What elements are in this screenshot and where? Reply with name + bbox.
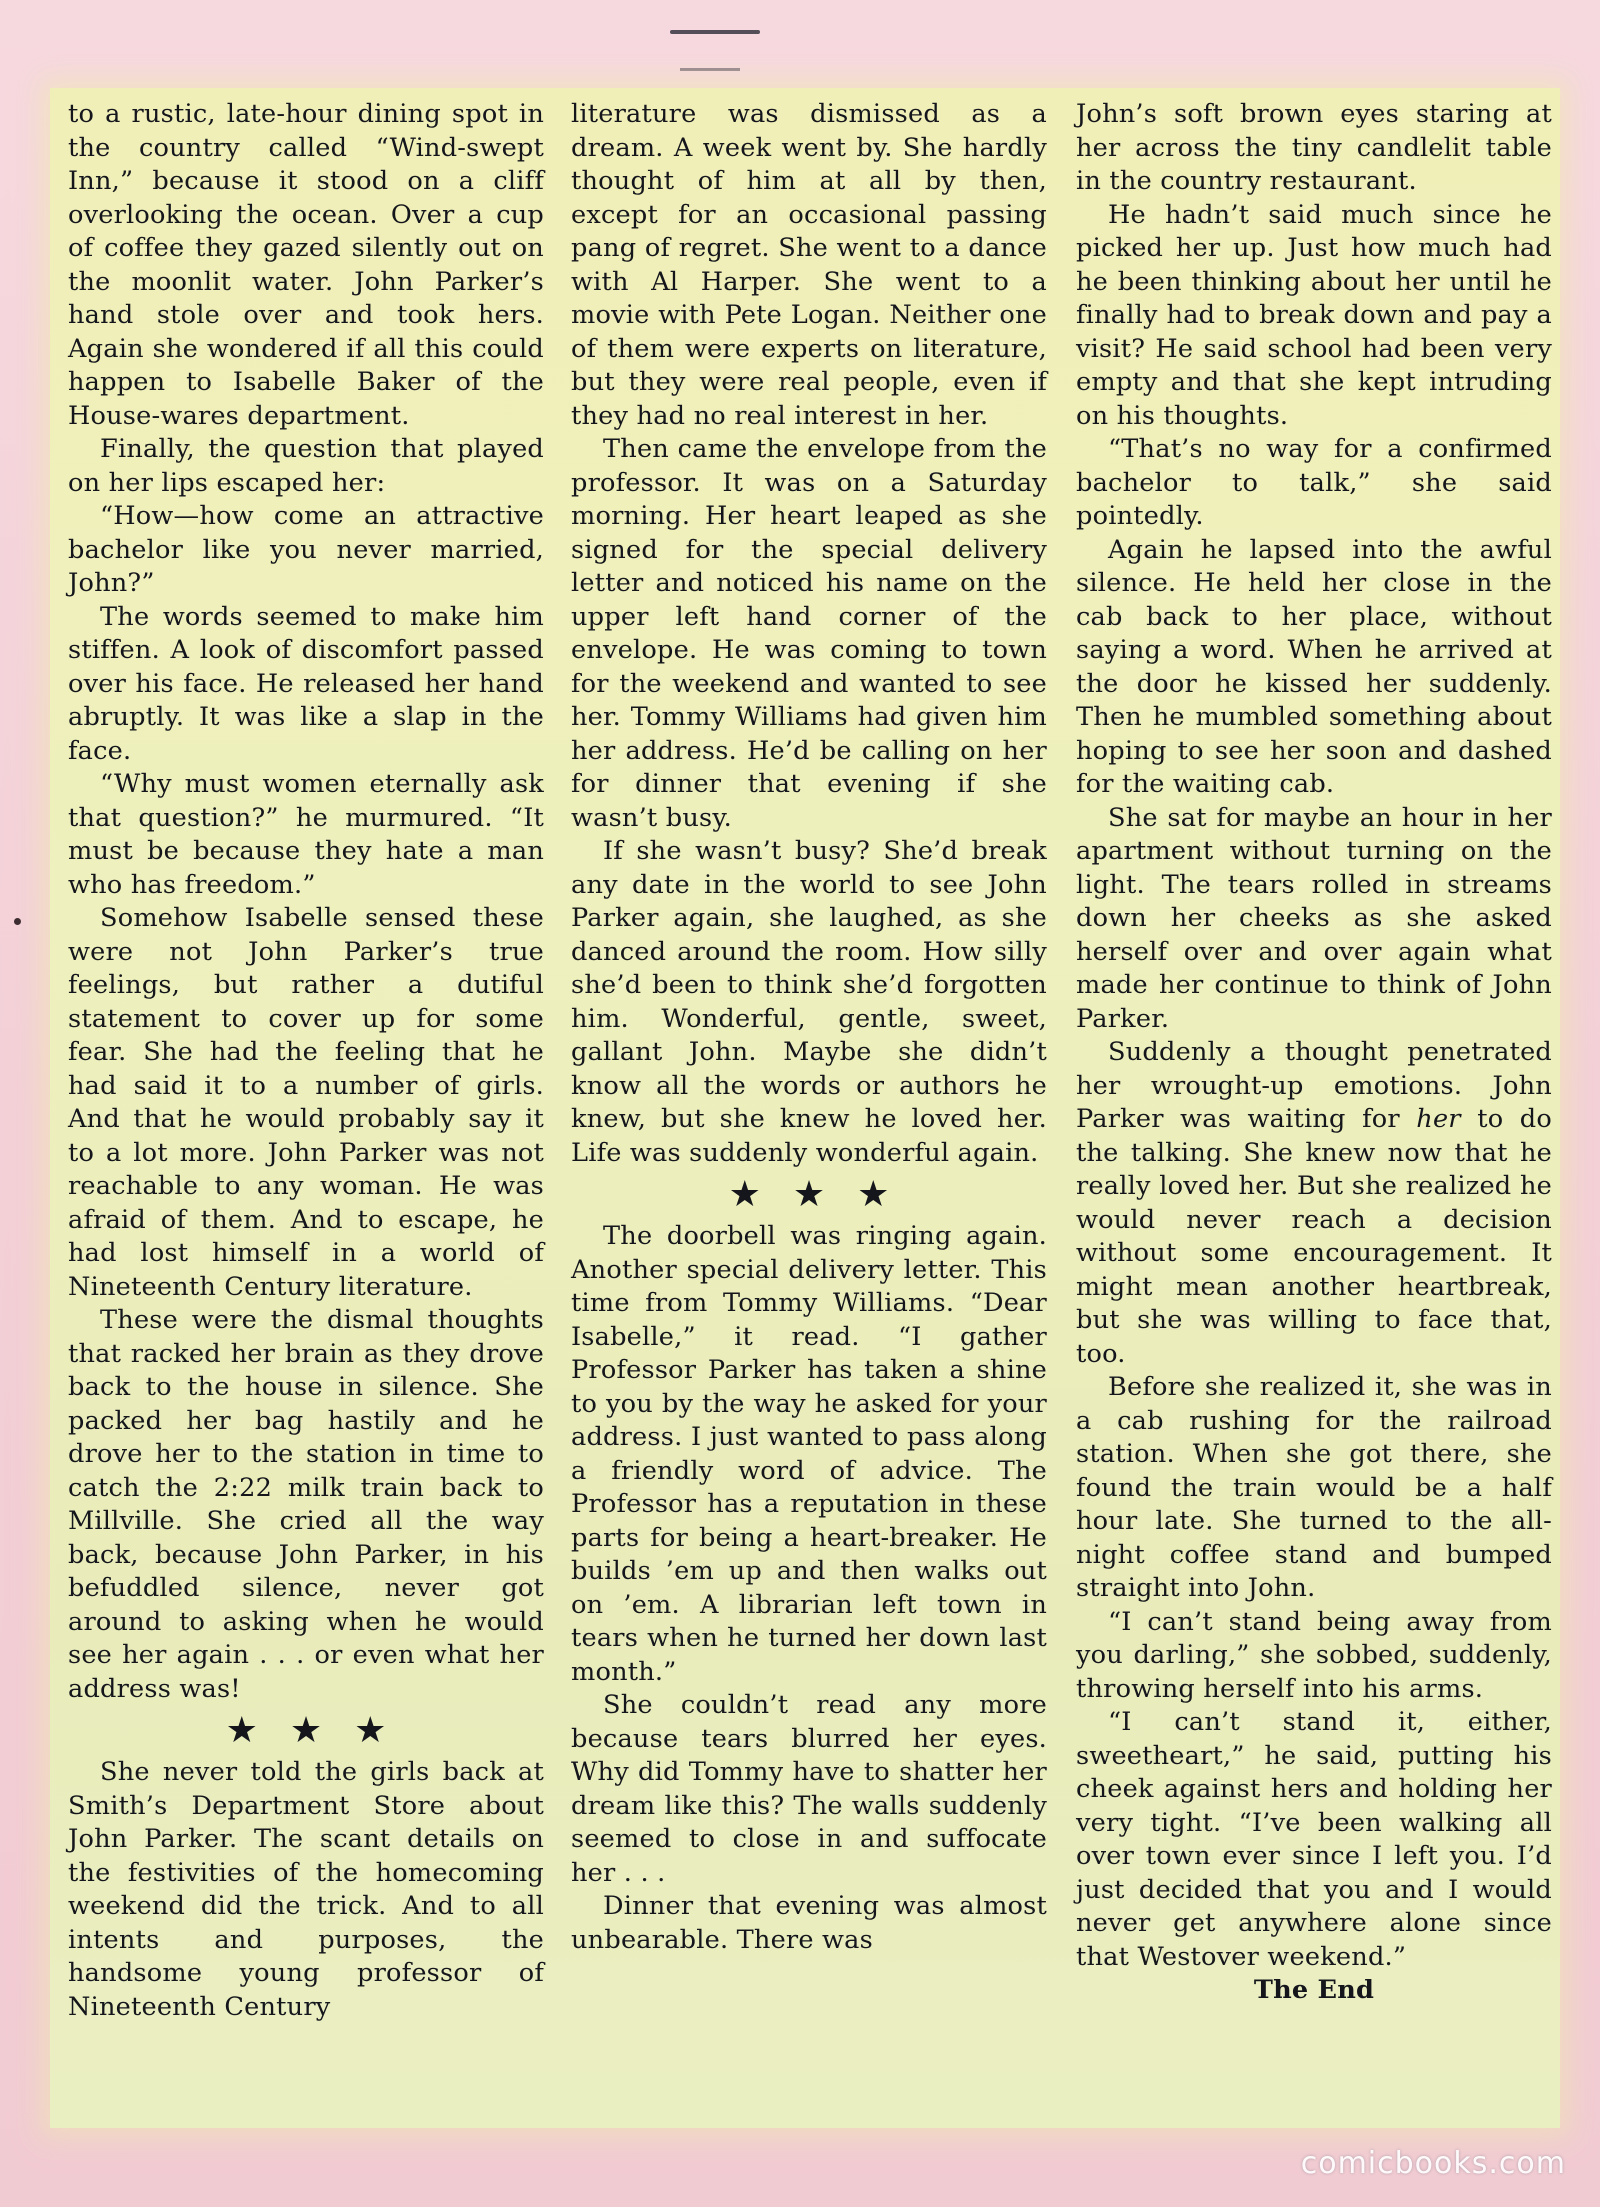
top-rule-small bbox=[680, 68, 740, 71]
paragraph: “I can’t stand being away from you darling,” she sobbed, suddenly, throwing herself into his arms. bbox=[1076, 1606, 1552, 1704]
paragraph: “I can’t stand it, either, sweetheart,” he said, putting his cheek against hers and holding her very tight. “I’ve been walking all over town ever since I left you. I’d just decided that you and I would never get anywhere alone since that Westover weekend.” bbox=[1076, 1707, 1552, 1972]
text-run: to do the talking. She knew now that he really loved her. But she realized he would never reach a decision without some encouragement. It might mean another heartbreak, but she was willing to face that, too. bbox=[1076, 1104, 1552, 1369]
paragraph: The doorbell was ringing again. Another special delivery letter. This time from Tommy Williams. “Dear Isabelle,” it read. “I gather Professor Parker has taken a shine to you by the way he asked for your address. I just wanted to pass along a friendly word of advice. The Professor has a reputation in these parts for being a heart-breaker. He builds ’em up and then walks out on ’em. A librarian left town in tears when he turned her down last month.” bbox=[571, 1221, 1047, 1687]
text-column-3 bbox=[1076, 98, 1552, 2128]
paragraph: Before she realized it, she was in a cab rushing for the railroad station. When she got there, she found the train would be a half hour late. She turned to the all-night coffee stand and bumped straight into John. bbox=[1076, 1372, 1552, 1603]
paragraph: She sat for maybe an hour in her apartment without turning on the light. The tears rolled in streams down her cheeks as she asked herself over and over again what made her continue to think of John Parker. bbox=[1076, 802, 1552, 1034]
top-rule bbox=[670, 30, 760, 34]
paragraph: “How—how come an attractive bachelor like you never married, John?” bbox=[68, 501, 544, 598]
text-column-2 bbox=[571, 98, 1047, 2128]
paragraph: to a rustic, late-hour dining spot in the country called “Wind-swept Inn,” because it stood on a cliff overlooking the ocean. Over a cup of coffee they gazed silently out on the moonlit water. John Parker’s hand stole over and took hers. Again she wondered if all this could happen to Isabelle Baker of the House-wares department. bbox=[68, 99, 544, 431]
paragraph: He hadn’t said much since he picked her up. Just how much had he been thinking about her until he finally had to break down and pay a visit? He said school had been very empty and that she kept intruding on his thoughts. bbox=[1076, 199, 1552, 431]
paragraph: “Why must women eternally ask that question?” he murmured. “It must be because they hate a man who has freedom.” bbox=[68, 769, 544, 900]
text-column-1 bbox=[68, 98, 544, 2128]
paragraph: She couldn’t read any more because tears blurred her eyes. Why did Tommy have to shatter her dream like this? The walls suddenly seemed to close in and suffocate her . . . bbox=[571, 1690, 1047, 1888]
section-break-stars: ★★★ bbox=[728, 1174, 922, 1215]
paragraph: If she wasn’t busy? She’d break any date in the world to see John Parker again, she laughed, as she danced around the room. How silly she’d been to think she’d forgotten him. Wonderful, gentle, sweet, gallant John. Maybe she didn’t know all the words or authors he knew, but she knew he loved her. Life was suddenly wonderful again. bbox=[571, 836, 1047, 1168]
site-watermark: comicbooks.com bbox=[1300, 2146, 1566, 2181]
paragraph: The words seemed to make him stiffen. A look of discomfort passed over his face. He released her hand abruptly. It was like a slap in the face. bbox=[68, 601, 544, 766]
paragraph bbox=[1076, 1036, 1552, 1371]
emphasis-text: her bbox=[1416, 1104, 1461, 1134]
paragraph: literature was dismissed as a dream. A week went by. She hardly thought of him at all by then, except for an occasional passing pang of regret. She went to a dance with Al Harper. She went to a movie with Pete Logan. Neither one of them were experts on literature, but they were real people, even if they had no real interest in her. bbox=[571, 99, 1047, 431]
paragraph: Finally, the question that played on her lips escaped her: bbox=[68, 434, 544, 498]
paragraph: Dinner that evening was almost unbearable. There was bbox=[571, 1891, 1047, 1955]
paragraph: She never told the girls back at Smith’s Department Store about John Parker. The scant details on the festivities of the homecoming weekend did the trick. And to all intents and purposes, the handsome young professor of Nineteenth Century bbox=[68, 1757, 544, 2022]
ink-dot bbox=[14, 918, 21, 925]
paragraph: John’s soft brown eyes staring at her across the tiny candlelit table in the country restaurant. bbox=[1076, 99, 1552, 196]
the-end-label: The End bbox=[1253, 1975, 1375, 2005]
paragraph: These were the dismal thoughts that racked her brain as they drove back to the house in silence. She packed her bag hastily and he drove her to the station in time to catch the 2:22 milk train back to Millville. She cried all the way back, because John Parker, in his befuddled silence, never got around to asking when he would see her again . . . or even what her address was! bbox=[68, 1305, 544, 1704]
paragraph: Somehow Isabelle sensed these were not John Parker’s true feelings, but rather a dutiful statement to cover up for some fear. She had the feeling that he had said it to a number of girls. And that he would probably say it to a lot more. John Parker was not reachable to any woman. He was afraid of them. And to escape, he had lost himself in a world of Nineteenth Century literature. bbox=[68, 903, 544, 1302]
paragraph: Again he lapsed into the awful silence. He held her close in the cab back to her place, without saying a word. When he arrived at the door he kissed her suddenly. Then he mumbled something about hoping to see her soon and dashed for the waiting cab. bbox=[1076, 534, 1552, 799]
paragraph: “That’s no way for a confirmed bachelor to talk,” she said pointedly. bbox=[1076, 434, 1552, 531]
paragraph: Then came the envelope from the professor. It was on a Saturday morning. Her heart leaped as she signed for the special delivery letter and noticed his name on the upper left hand corner of the envelope. He was coming to town for the weekend and wanted to see her. Tommy Williams had given him her address. He’d be calling on her for dinner that evening if she wasn’t busy. bbox=[571, 434, 1047, 833]
section-break-stars: ★★★ bbox=[225, 1710, 419, 1751]
text-run: Suddenly a thought penetrated her wrought-up emotions. John Parker was waiting for bbox=[1076, 1037, 1552, 1134]
